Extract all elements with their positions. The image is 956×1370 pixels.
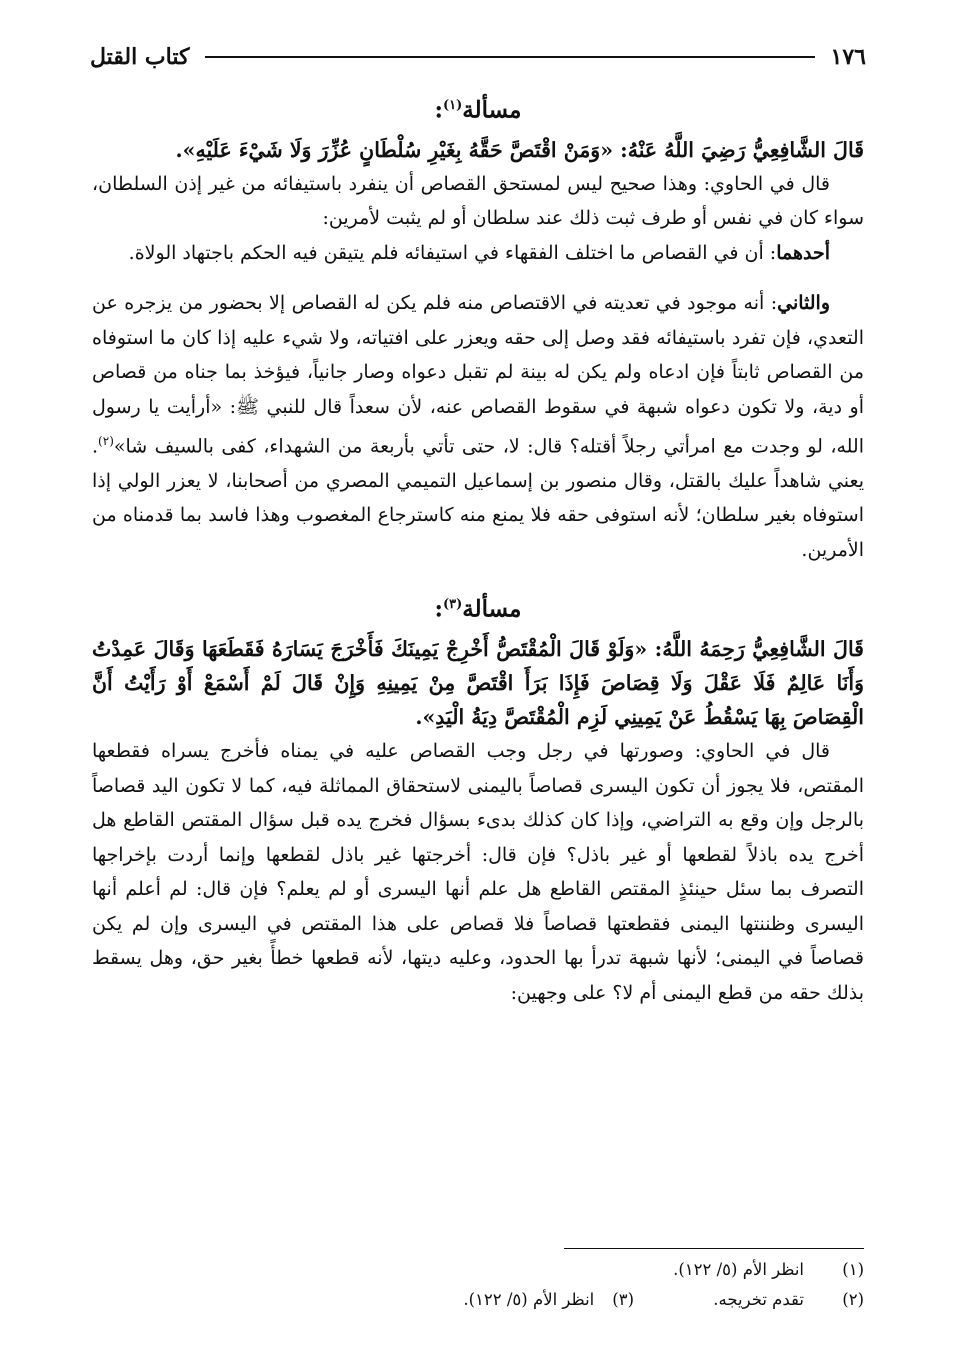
section2-heading: [92, 585, 864, 630]
book-title: كتاب القتل: [90, 44, 190, 70]
footnote-3-text: انظر الأم (٥/ ١٢٢).: [463, 1290, 595, 1309]
section1-para3-ref: (٢): [98, 434, 114, 449]
footnote-2-num: (٢): [842, 1290, 864, 1309]
footnote-1-text: انظر الأم (٥/ ١٢٢).: [673, 1260, 804, 1279]
section2-heading-text: مسألة: [462, 596, 522, 624]
page-content: [92, 84, 864, 1010]
section1-heading-suffix: :: [434, 96, 443, 124]
page-header: [90, 40, 866, 74]
footnote-3-num: (٣): [612, 1290, 634, 1309]
section1-para3-text-a: : أنه موجود في تعديته في الاقتصاص منه فلم يكن له القصاص إلا بحضور من يزجره عن التعدي، فإن تفرد باستيفائه فقد وصل إلى حقه ويعزر على افتياته، ولا شيء عليه إذا كان ما استوفاه من القصاص ثابتاً فإن ادعاه ولم يكن له بينة لم تقبل دعواه وصار جانياً، فيؤخذ بما جناه من قصاص أو دية، ولا تكون دعواه شبهة في سقوط القصاص عنه، لأن سعداً قال للنبي ﷺ: «أرأيت يا رسول الله، لو وجدت مع امرأتي رجلاً أقتله؟ قال: لا، حتى تأتي بأربعة من الشهداء، كفى بالسيف شا»: [92, 292, 864, 458]
section2-footnote-ref: (٣): [443, 597, 463, 613]
footnote-row-2: [92, 1285, 864, 1315]
header-rule: [205, 56, 814, 58]
section1-para2-text: : أن في القصاص ما اختلف الفقهاء في استيفائه فلم يتيقن فيه الحكم باجتهاد الولاة.: [128, 241, 777, 264]
section1-para1: قال في الحاوي: وهذا صحيح ليس لمستحق القصاص أن ينفرد باستيفائه من غير إذن السلطان، سواء كان في نفس أو طرف ثبت ذلك عند سلطان أو لم يثبت لأمرين:: [92, 172, 864, 230]
section2-para1: قال في الحاوي: وصورتها في رجل وجب القصاص عليه في يمناه فأخرج يسراه فقطعها المقتص، فلا يجوز أن تكون اليسرى قصاصاً باليمنى لاستحقاق المماثلة فيه، كما لا تكون اليد قصاصاً بالرجل وإن وقع به التراضي، وإذا كان كذلك بدىء بسؤال فخرج يده قبل سؤال المقتص القاطع هل أخرج يده باذلاً لقطعها أو غير باذل؟ فإن قال: أخرجتها غير باذل لقطعها وإنما أردت بإخراجها التصرف بما سئل حينئذٍ المقتص القاطع هل علم أنها اليسرى أو لم يعلم؟ فإن قال: لم أعلم أنها اليسرى وظننتها اليمنى فقطعتها قصاصاً فلا قصاص على هذا المقتص في اليسرى وإن لم يكن قصاصاً في اليمنى؛ لأنها شبهة تدرأ بها الحدود، وعليه ديتها، لأنه قطعها خطأً بغير حق، وهل يسقط بذلك حقه من قطع اليمنى أم لا؟ على وجهين:: [92, 740, 864, 1004]
section1-para3-text-b: . يعني شاهداً عليك بالقتل، وقال منصور بن إسماعيل التميمي المصري من أصحابنا، لا يعزر الولي إذا استوفاه بغير سلطان؛ لأنه استوفى حقه فلا يمنع منه كاسترجاع المغصوب وهذا فاسد بما قدمناه من الأمرين.: [92, 435, 864, 561]
section1-heading: [92, 86, 864, 131]
footnote-2: [634, 1285, 864, 1315]
section2-quote: قَالَ الشَّافِعِيُّ رَحِمَهُ اللَّهُ: «وَلَوْ قَالَ الْمُقْتَصُّ أَخْرِجْ يَمِينَكَ فَأَخْرَجَ يَسَارَهُ فَقَطَعَهَا وَقَالَ عَمِدْتُ وَأَنَا عَالِمٌ فَلَا عَقْلَ وَلَا قِصَاصَ فَإِذَا بَرَأَ اقْتَصَّ مِنْ يَمِينِهِ وَإِنْ قَالَ لَمْ أَسْمَعْ أَوْ رَأَيْتُ أَنَّ الْقِصَاصَ بِهَا يَسْقُطُ عَنْ يَمِينِي لَزِم الْمُقْتَصَّ دِيَةُ الْيَدِ».: [92, 637, 864, 730]
section1-para2-lead: أحدهما: [776, 241, 830, 264]
section1-para3: [92, 286, 864, 567]
footnotes: [92, 1248, 864, 1315]
section2-heading-suffix: :: [434, 596, 443, 624]
section1-footnote-ref: (١): [443, 98, 463, 113]
section1-heading-text: مسألة: [462, 96, 522, 124]
section1-quote: قَالَ الشَّافِعِيُّ رَضِيَ اللَّهُ عَنْهُ: «وَمَنْ اقْتَصَّ حَقَّهُ بِغَيْرِ سُلْطَانٍ عُزِّرَ وَلَا شَيْءَ عَلَيْهِ».: [175, 137, 864, 162]
footnote-3: [463, 1285, 634, 1315]
footnote-rule: [564, 1248, 864, 1249]
footnote-2-text: تقدم تخريجه.: [713, 1290, 804, 1309]
section1-para2: [92, 236, 864, 271]
section1-para3-lead: والثاني: [777, 292, 830, 315]
footnote-1-num: (١): [842, 1260, 864, 1279]
page-number: ١٧٦: [830, 44, 866, 70]
footnote-1: [92, 1255, 864, 1285]
